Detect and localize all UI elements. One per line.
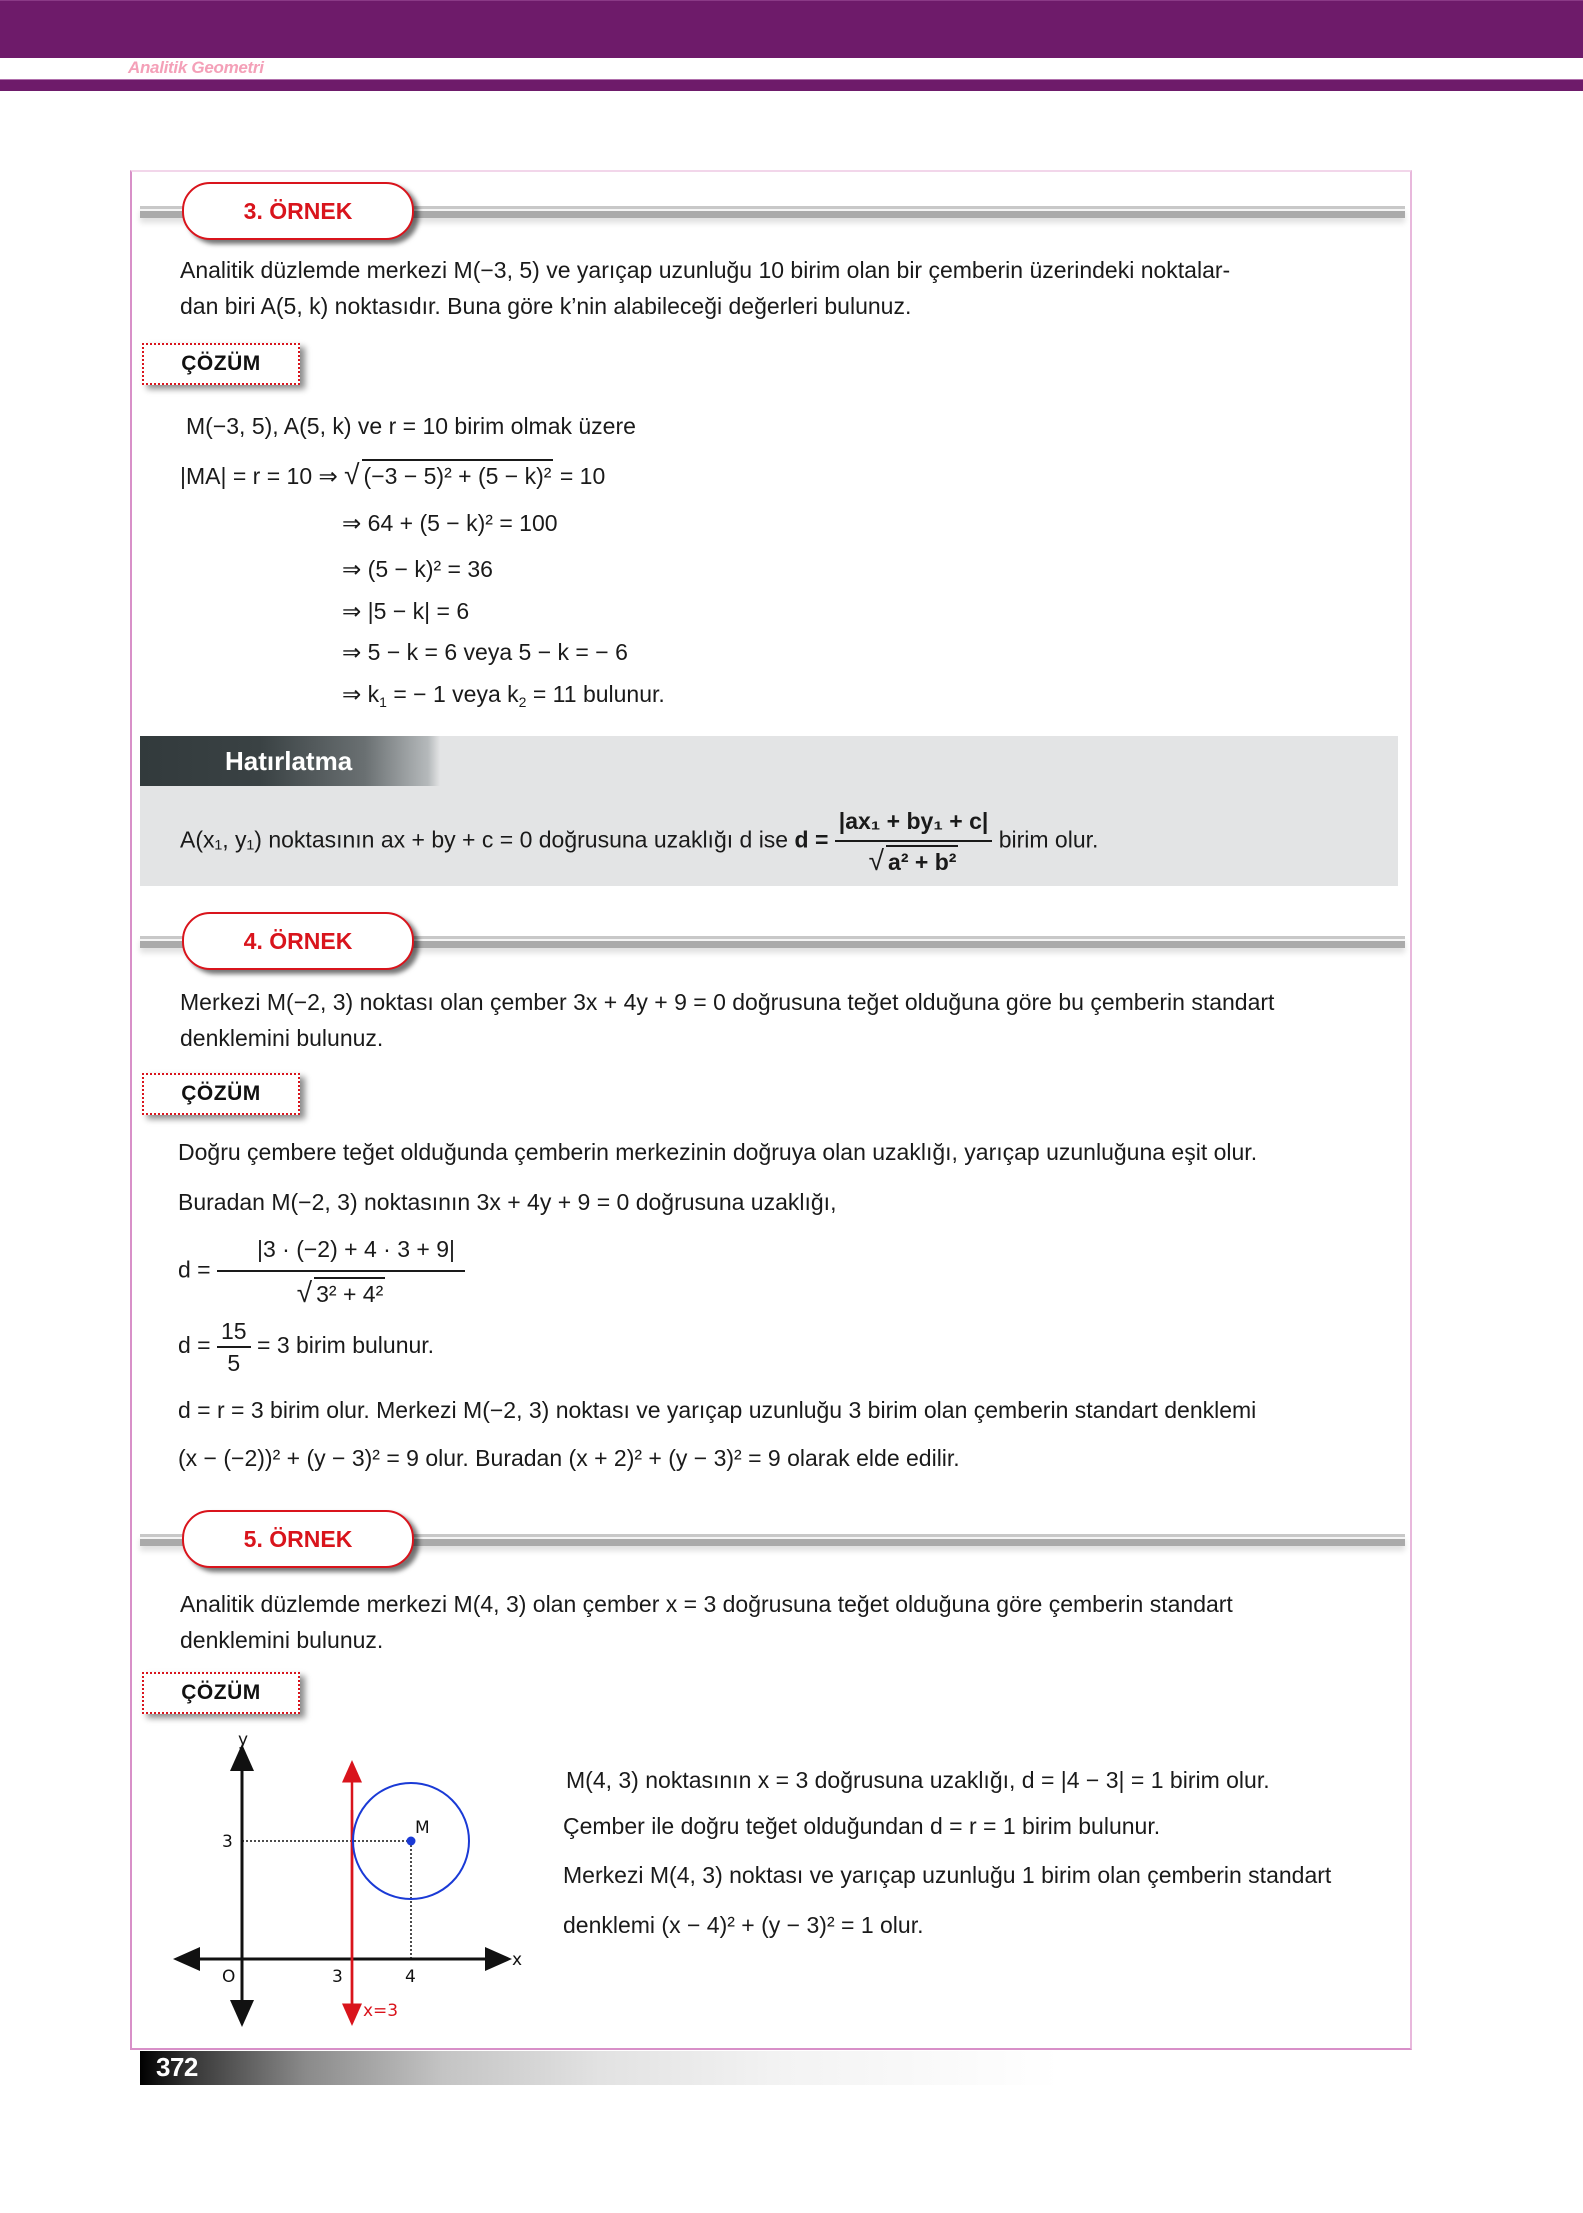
- example-5-question-line2: denklemini bulunuz.: [180, 1627, 384, 1653]
- example-4-header: [140, 910, 1405, 970]
- reminder-d-label: d =: [794, 826, 829, 853]
- ex4-frac2-num: 15: [217, 1318, 251, 1348]
- ex3-step4: ⇒ |5 − k| = 6: [342, 598, 470, 624]
- example-5-question-line1: Analitik düzlemde merkezi M(4, 3) olan çember x = 3 doğrusuna teğet olduğuna göre çemberin standart: [180, 1591, 1233, 1617]
- ex3-step1-left: |MA| = r = 10 ⇒: [180, 463, 338, 489]
- origin-label: O: [222, 1967, 236, 1987]
- page-number-bar: [140, 2051, 1060, 2085]
- ex4-fraction-2: [217, 1318, 251, 1376]
- reminder-title: Hatırlatma: [140, 736, 440, 786]
- ex4-line1: Doğru çembere teğet olduğunda çemberin merkezinin doğruya olan uzaklığı, yarıçap uzunluğuna eşit olur.: [178, 1139, 1258, 1165]
- y-tick-3: 3: [222, 1832, 233, 1852]
- ex4-denominator: 3² + 4²: [314, 1277, 385, 1309]
- ex3-step6-sub1: 1: [379, 694, 387, 710]
- ex5-line2: Çember ile doğru teğet olduğundan d = r = 1 birim bulunur.: [563, 1813, 1161, 1839]
- ex5-line1: M(4, 3) noktasının x = 3 doğrusuna uzaklığı, d = |4 − 3| = 1 birim olur.: [566, 1767, 1270, 1793]
- sqrt-icon: √: [296, 1277, 313, 1308]
- ex3-step6-sub2: 2: [518, 694, 527, 710]
- ex3-step1-right: = 10: [559, 463, 606, 489]
- reminder-text-after: birim olur.: [998, 826, 1099, 853]
- reminder-denominator-wrap: [835, 842, 993, 879]
- example-5-header: [140, 1508, 1405, 1568]
- ex4-d-label: d =: [178, 1256, 211, 1283]
- ex3-step6-a: ⇒ k: [342, 681, 380, 707]
- ex3-step6: [342, 676, 665, 712]
- reminder-fraction: [835, 804, 993, 879]
- ex3-step5: ⇒ 5 − k = 6 veya 5 − k = − 6: [342, 639, 628, 665]
- reminder-box: [140, 736, 1398, 886]
- line-label: x=3: [363, 2001, 399, 2021]
- ex4-line4: (x − (−2))² + (y − 3)² = 9 olur. Buradan (x + 2)² + (y − 3)² = 9 olarak elde edilir.: [178, 1445, 960, 1471]
- solution-tag-3: ÇÖZÜM: [142, 343, 300, 385]
- ex3-step1: [180, 457, 605, 494]
- x-axis-label: x: [512, 1950, 523, 1970]
- coordinate-figure: [160, 1710, 560, 2040]
- ex5-line3: Merkezi M(4, 3) noktası ve yarıçap uzunluğu 1 birim olan çemberin standart: [563, 1862, 1332, 1888]
- example-4-label: 4. ÖRNEK: [182, 912, 414, 970]
- solution-tag-5: ÇÖZÜM: [142, 1672, 300, 1714]
- example-4-question-line2: denklemini bulunuz.: [180, 1025, 384, 1051]
- x-tick-4: 4: [405, 1967, 416, 1987]
- ex3-step3: ⇒ (5 − k)² = 36: [342, 556, 493, 582]
- ex3-step6-c: = 11 bulunur.: [526, 681, 665, 707]
- reminder-formula-line: [180, 804, 1098, 879]
- example-5-label: 5. ÖRNEK: [182, 1510, 414, 1568]
- ex4-denominator-wrap: [217, 1272, 465, 1313]
- ex4-fraction: [217, 1230, 465, 1313]
- y-axis-label: y: [238, 1730, 249, 1750]
- ex3-step2: ⇒ 64 + (5 − k)² = 100: [342, 510, 558, 536]
- ex4-d-label-2: d =: [178, 1332, 211, 1359]
- sqrt-icon: √: [344, 459, 360, 490]
- page-number: 372: [156, 2052, 198, 2082]
- ex4-result: [178, 1318, 434, 1376]
- header-band: [0, 0, 1583, 58]
- ex5-line4: denklemi (x − 4)² + (y − 3)² = 1 olur.: [563, 1912, 924, 1938]
- ex4-numerator: |3 · (−2) + 4 · 3 + 9|: [217, 1230, 465, 1272]
- reminder-denominator: a² + b²: [886, 845, 958, 877]
- example-3-label: 3. ÖRNEK: [182, 182, 414, 240]
- example-3-header: [140, 180, 1405, 240]
- ex4-line2: Buradan M(−2, 3) noktasının 3x + 4y + 9 = 0 doğrusuna uzaklığı,: [178, 1189, 837, 1215]
- ex3-step6-b: = − 1 veya k: [386, 681, 519, 707]
- solution-tag-4: ÇÖZÜM: [142, 1073, 300, 1115]
- ex4-frac2-den: 5: [227, 1350, 241, 1376]
- ex4-distance-formula: [178, 1230, 465, 1313]
- ex3-step1-radicand: (−3 − 5)² + (5 − k)²: [362, 459, 554, 491]
- sqrt-icon: √: [868, 845, 885, 876]
- reminder-numerator: |ax₁ + by₁ + c|: [835, 804, 993, 842]
- ex4-frac2-after: = 3 birim bulunur.: [257, 1332, 435, 1359]
- example-3-question-line1: Analitik düzlemde merkezi M(−3, 5) ve yarıçap uzunluğu 10 birim olan bir çemberin üzerindeki noktalar-: [180, 257, 1231, 283]
- example-4-question-line1: Merkezi M(−2, 3) noktası olan çember 3x + 4y + 9 = 0 doğrusuna teğet olduğuna göre bu çemberin standart: [180, 989, 1275, 1015]
- section-title: Analitik Geometri: [128, 58, 264, 77]
- reminder-text-before: A(x₁, y₁) noktasının ax + by + c = 0 doğrusuna uzaklığı d ise: [180, 826, 789, 853]
- center-label: M: [415, 1818, 430, 1838]
- ex3-given: M(−3, 5), A(5, k) ve r = 10 birim olmak üzere: [186, 413, 636, 439]
- example-3-question-line2: dan biri A(5, k) noktasıdır. Buna göre k’nin alabileceği değerleri bulunuz.: [180, 293, 912, 319]
- x-tick-3: 3: [332, 1967, 343, 1987]
- header-underline-band: [0, 79, 1583, 91]
- ex4-line3: d = r = 3 birim olur. Merkezi M(−2, 3) noktası ve yarıçap uzunluğu 3 birim olan çemberin standart denklemi: [178, 1397, 1257, 1423]
